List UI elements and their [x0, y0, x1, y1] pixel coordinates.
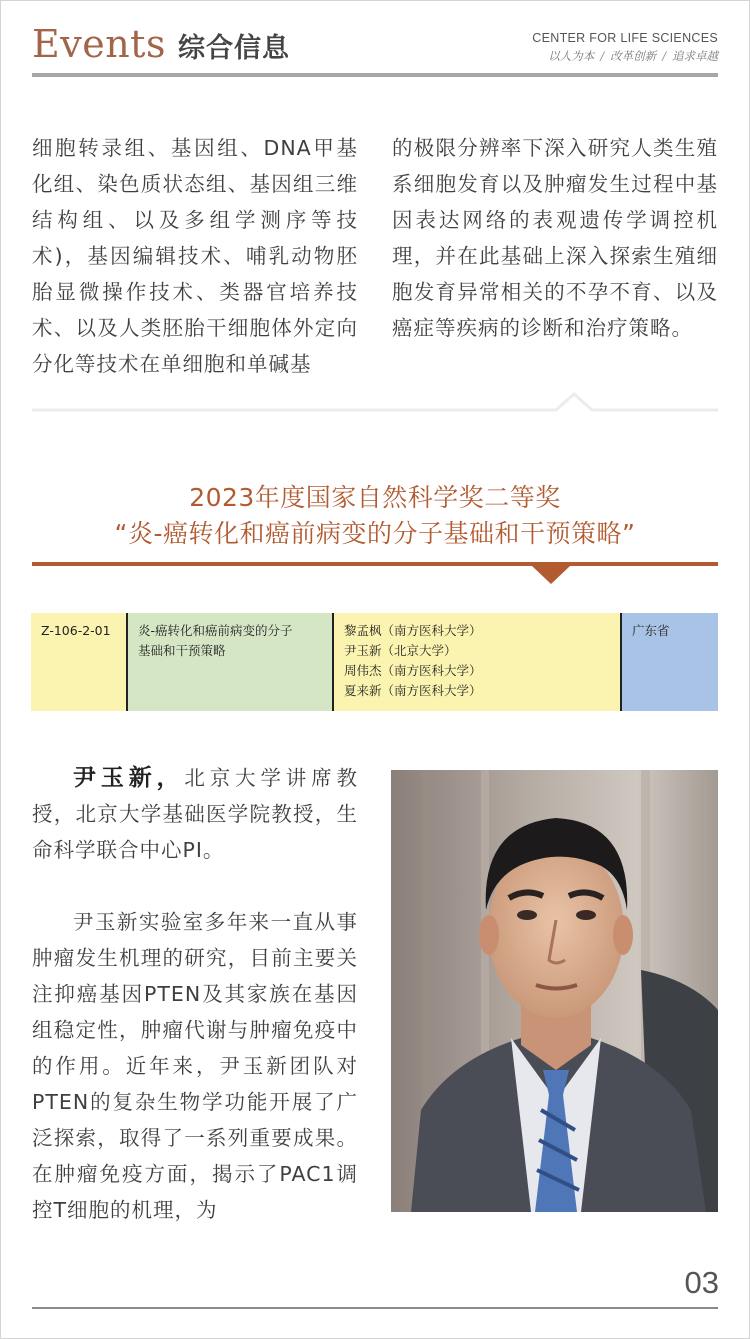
- table-cell-region: [622, 613, 718, 711]
- header-center-info: [532, 31, 718, 64]
- header-title-en: Events: [32, 22, 166, 66]
- center-mottos: [532, 48, 718, 64]
- person-1: 黎孟枫（南方医科大学）: [344, 623, 482, 638]
- page-number: 03: [684, 1265, 719, 1300]
- motto-1: 以人为本: [548, 49, 595, 63]
- person-3: 周伟杰（南方医科大学）: [344, 663, 482, 678]
- motto-3: 追求卓越: [672, 49, 718, 63]
- bio-name: 尹玉新，: [73, 765, 185, 791]
- table-cell-code: [31, 613, 128, 711]
- footer-rule: [32, 1307, 718, 1309]
- award-table: [31, 613, 718, 711]
- page-header-title: [32, 22, 290, 66]
- bio-text: [32, 760, 358, 1228]
- project-code: Z-106-2-01: [41, 623, 111, 638]
- bio-paragraph: 尹玉新实验室多年来一直从事肿瘤发生机理的研究，目前主要关注抑癌基因PTEN及其家族在基因组稳定性，肿瘤代谢与肿瘤免疫中的作用。近年来，尹玉新团队对PTEN的复杂生物学功能开展了广泛探索，取得了一系列重要成果。在肿瘤免疫方面，揭示了PAC1调控T细胞的机理，为: [32, 910, 358, 1222]
- bio-title: 北京大学讲席教授，北京大学基础医学院教授，生命科学联合中心PI。: [32, 766, 359, 862]
- center-name: CENTER FOR LIFE SCIENCES: [532, 31, 718, 45]
- award-rule-chevron: [32, 562, 718, 588]
- project-name-line-2: 基础和干预策略: [138, 643, 226, 658]
- header-rule: [32, 73, 718, 77]
- section-divider: [32, 392, 718, 414]
- award-name: 2023年度国家自然科学奖二等奖: [189, 483, 561, 512]
- person-2: 尹玉新（北京大学）: [344, 643, 457, 658]
- bio-intro: [32, 760, 358, 868]
- award-project-title: “炎-癌转化和癌前病变的分子基础和干预策略”: [114, 519, 636, 548]
- table-cell-project: [128, 613, 334, 711]
- person-4: 夏来新（南方医科大学）: [344, 683, 482, 698]
- intro-text-right: 的极限分辨率下深入研究人类生殖系细胞发育以及肿瘤发生过程中基因表达网络的表观遗传学调控机理，并在此基础上深入探索生殖细胞发育异常相关的不孕不育、以及癌症等疾病的诊断和治疗策略。: [392, 136, 718, 340]
- intro-text-left: 细胞转录组、基因组、DNA甲基化组、染色质状态组、基因组三维结构组、以及多组学测序等技术)，基因编辑技术、哺乳动物胚胎显微操作技术、类器官培养技术、以及人类胚胎干细胞体外定向分化等技术在单细胞和单碱基: [32, 136, 358, 376]
- portrait-photo: [391, 770, 718, 1212]
- portrait-illustration: [391, 770, 718, 1212]
- slash-divider-icon: /: [662, 49, 666, 63]
- motto-2: 改革创新: [610, 49, 657, 63]
- slash-divider-icon: /: [600, 49, 605, 63]
- header-title-cn: 综合信息: [177, 33, 290, 64]
- table-cell-people: [334, 613, 622, 711]
- project-name-line-1: 炎-癌转化和癌前病变的分子: [138, 623, 293, 638]
- region: 广东省: [632, 623, 670, 638]
